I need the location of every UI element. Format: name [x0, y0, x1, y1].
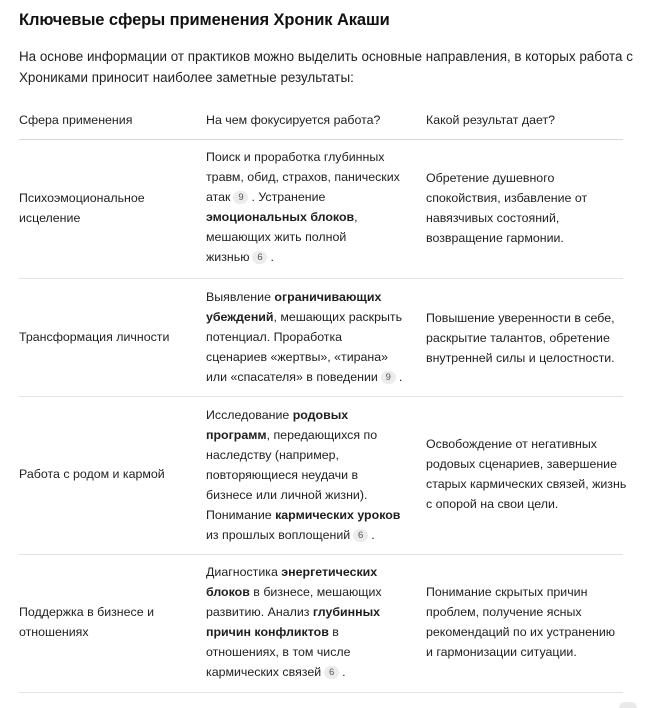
header-result: Какой результат дает?: [426, 113, 556, 127]
page-title: Ключевые сферы применения Хроник Акаши: [19, 11, 390, 29]
result-cell: Понимание скрытых причин проблем, получение ясных рекомендаций по их устранению и гармонизации ситуации.: [426, 585, 616, 659]
focus-cell: Диагностика энергетических блоков в бизнесе, мешающих развитию. Анализ глубинных причин конфликтов в отношениях, в том числе кармических связей 6 .: [206, 565, 382, 679]
header-area: Сфера применения: [19, 113, 133, 127]
citation-badge[interactable]: 6: [252, 251, 267, 264]
intro-line: На основе информации от практиков можно выделить основные направления, в которых работа с: [19, 49, 633, 64]
citation-badge[interactable]: 9: [233, 191, 248, 204]
citation-badge[interactable]: 6: [324, 666, 339, 679]
citation-badge[interactable]: 6: [353, 529, 368, 542]
result-cell: Обретение душевного спокойствия, избавление от навязчивых состояний, возвращение гармонии.: [426, 171, 588, 245]
table-header-row: [19, 103, 623, 140]
table-row: [19, 397, 627, 555]
applications-table: [19, 103, 627, 693]
intro-paragraph: [19, 46, 633, 88]
area-cell: Работа с родом и кармой: [19, 467, 165, 481]
area-cell: Психоэмоциональное исцеление: [19, 191, 145, 225]
header-focus: На чем фокусируется работа?: [206, 113, 381, 127]
focus-cell: Поиск и проработка глубинных травм, обид, страхов, панических атак 9 . Устранение эмоциональных блоков, мешающих жить полной жизнью 6 .: [206, 150, 400, 264]
table-row: [19, 555, 623, 693]
table-row: [19, 279, 623, 397]
result-cell: Освобождение от негативных родовых сценариев, завершение старых кармических связей, жизнь с опорой на свои цели.: [426, 437, 627, 511]
intro-line: Хрониками приносит наиболее заметные результаты:: [19, 70, 354, 85]
scroll-hint: [619, 702, 637, 708]
result-cell: Повышение уверенности в себе, раскрытие талантов, обретение внутренней силы и целостности.: [426, 311, 615, 365]
area-cell: Трансформация личности: [19, 330, 170, 344]
focus-cell: Выявление ограничивающих убеждений, мешающих раскрыть потенциал. Проработка сценариев «жертвы», «тирана» или «спасателя» в поведении 9 .: [206, 290, 403, 384]
area-cell: Поддержка в бизнесе и отношениях: [19, 605, 154, 639]
table-row: [19, 140, 623, 279]
focus-cell: Исследование родовых программ, передающихся по наследству (например, повторяющиеся неудачи в бизнесе или личной жизни). Понимание кармических уроков из прошлых воплощений 6 .: [206, 408, 401, 542]
citation-badge[interactable]: 9: [381, 371, 396, 384]
